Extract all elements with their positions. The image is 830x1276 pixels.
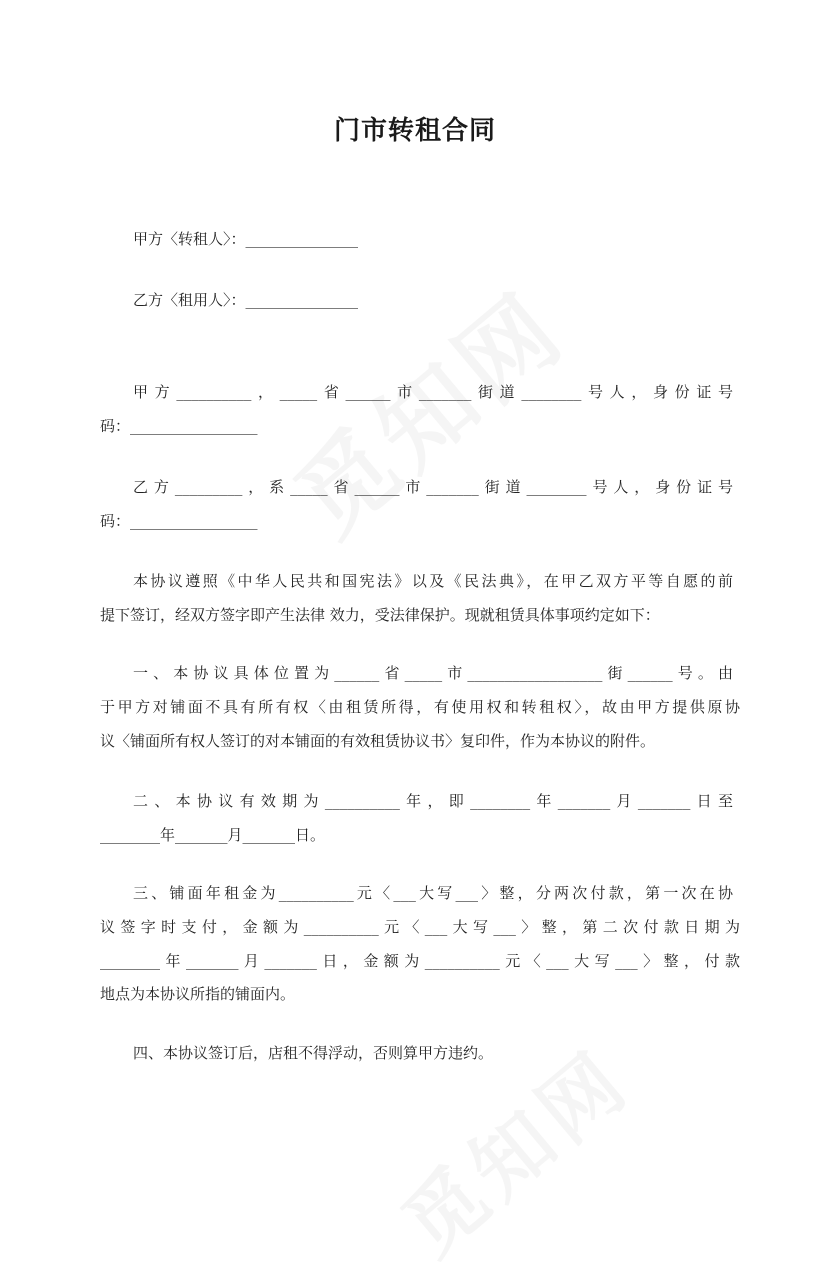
clause-1-line: 一、本协议具体位置为______省_____市__________________街______号。由 [133,664,733,682]
party-a-details-line: 甲方__________，_____省______市_______街道________号人，身份证号 [133,383,733,401]
clause-1-line: 议〈铺面所有权人签订的对本铺面的有效租赁协议书〉复印件，作为本协议的附件。 [100,732,656,750]
clause-3-line: 三、铺面年租金为__________元〈___大写___〉整，分两次付款，第一次在协 [133,884,733,902]
party-a-header: 甲方〈转租人〉：_______________ [133,230,359,248]
page-title: 门市转租合同 [333,116,496,146]
clause-1-line: 于甲方对铺面不具有所有权〈由租赁所得，有使用权和转租权〉，故由甲方提供原协 [100,698,740,716]
clause-2-line: 二、本协议有效期为__________年，即________年_______月_______日至 [133,792,733,810]
clause-2-line: ________年_______月_______日。 [100,826,326,844]
party-b-header: 乙方〈租用人〉：_______________ [133,291,359,309]
clause-3-line: 地点为本协议所指的铺面内。 [100,985,296,1003]
preamble-line: 提下签订，经双方签字即产生法律 效力，受法律保护。现就租赁具体事项约定如下： [100,606,660,624]
party-a-details-line: 码：_________________ [100,417,258,435]
party-b-details-line: 码：_________________ [100,512,258,530]
party-b-details-line: 乙方_________，系_____省______市_______街道________号人，身份证号 [133,478,733,496]
preamble-line: 本协议遵照《中华人民共和国宪法》以及《民法典》，在甲乙双方平等自愿的前 [133,572,733,590]
clause-3-line: 议签字时支付，金额为__________元〈___大写___〉整，第二次付款日期为 [100,918,740,936]
clause-4-line: 四、本协议签订后，店租不得浮动，否则算甲方违约。 [133,1044,494,1062]
clause-3-line: ________年_______月_______日，金额为__________元〈___大写___〉整，付款 [100,952,740,970]
